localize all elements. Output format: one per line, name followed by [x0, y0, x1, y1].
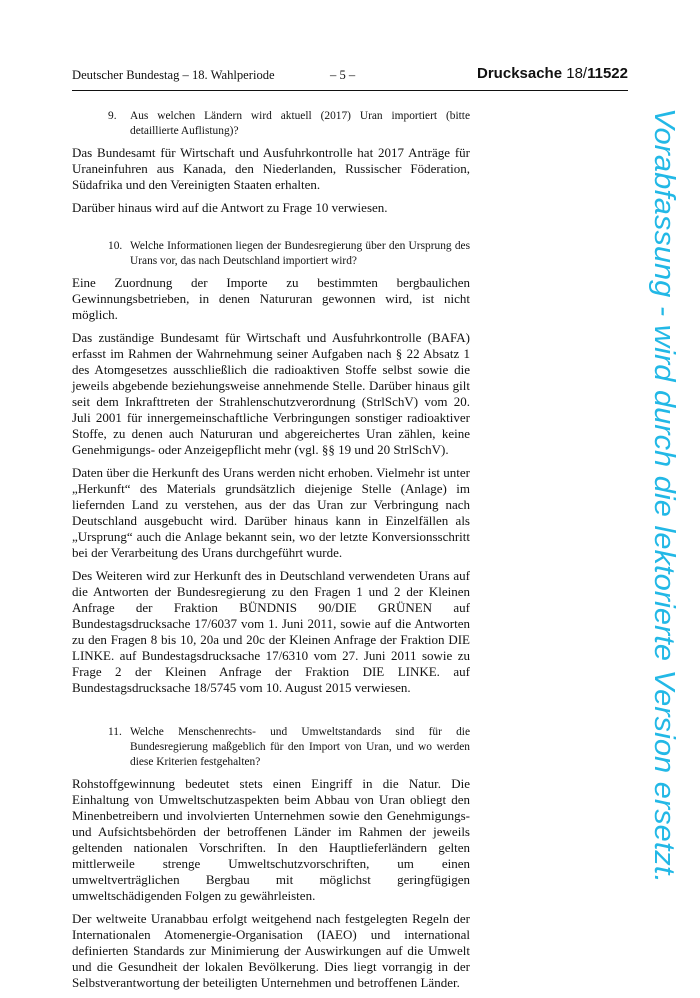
answer-paragraph: Eine Zuordnung der Importe zu bestimmten bergbaulichen Gewinnungsbetrieben, in denen Natururan gewonnen wird, ist nicht möglich. [72, 275, 470, 322]
header-parliament-period: Deutscher Bundestag – 18. Wahlperiode [72, 68, 275, 82]
answer-paragraph: Der weltweite Uranabbau erfolgt weitgehend nach festgelegten Regeln der Internationalen Atomenergie-Organisation (IAEO) und international definierten Standards zur Minimierung der Auswirkungen auf die Umwelt und die Gesundheit der lokalen Bevölkerung. Dies liegt vorrangig in der Selbstverantwortung der beteiligten Unternehmen und betroffenen Länder. [72, 911, 470, 990]
answer-paragraph: Das Bundesamt für Wirtschaft und Ausfuhrkontrolle hat 2017 Anträge für Uraneinfuhren aus Kanada, den Niederlanden, Russischer Föderation, Südafrika und den Vereinigten Staaten erhalten. [72, 145, 470, 192]
header-number: 11522 [587, 65, 628, 82]
answer-paragraph: Rohstoffgewinnung bedeutet stets einen Eingriff in die Natur. Die Einhaltung von Umweltschutzaspekten beim Abbau von Uran obliegt den Minenbetreibern und involvierten Unternehmen sowie den Genehmigungs- und Aufsichtsbehörden der betroffenen Länder im Rahmen der jeweils geltenden nationalen Vorschriften. In den Hauptlieferländern gelten mittlerweile strenge Umweltschutzvorschriften, um einen umweltverträglichen Bergbau mit möglichst geringfügigen umweltschädigenden Folgen zu gewährleisten. [72, 776, 470, 903]
question-10 [72, 239, 470, 269]
answer-paragraph: Darüber hinaus wird auf die Antwort zu Frage 10 verwiesen. [72, 200, 388, 215]
question-text: Welche Informationen liegen der Bundesregierung über den Ursprung des Urans vor, das nach Deutschland importiert wird? [130, 240, 470, 267]
question-text: Welche Menschenrechts- und Umweltstandards sind für die Bundesregierung maßgeblich für den Import von Uran, und wo werden diese Kriterien festgehalten? [130, 726, 470, 768]
question-number: 10. [108, 240, 123, 252]
draft-watermark [637, 108, 689, 883]
answer-paragraph: Des Weiteren wird zur Herkunft des in Deutschland verwendeten Urans auf die Antworten der Bundesregierung zu den Fragen 1 und 2 der Kleinen Anfrage der Fraktion BÜNDNIS 90/DIE GRÜNEN auf Bundestagsdrucksache 17/6037 vom 1. Juni 2011, sowie auf die Antworten zu den Fragen 8 bis 10, 20a und 20c der Kleinen Anfrage der Fraktion DIE LINKE. auf Bundestagsdrucksache 17/6310 vom 27. Juni 2011 sowie zu Frage 2 der Kleinen Anfrage der Fraktion DIE LINKE. auf Bundestagsdrucksache 18/5745 vom 10. August 2015 verwiesen. [72, 568, 470, 695]
header-number-prefix: 18/ [566, 65, 588, 82]
question-number: 11. [108, 726, 122, 738]
question-text: Aus welchen Ländern wird aktuell (2017) Uran importiert (bitte detaillierte Auflistung)? [130, 110, 470, 137]
page-header [72, 65, 628, 91]
header-drucksache-label: Drucksache [477, 65, 563, 82]
question-9 [72, 109, 470, 139]
header-document-number [477, 65, 628, 82]
answer-paragraph: Das zuständige Bundesamt für Wirtschaft und Ausfuhrkontrolle (BAFA) erfasst im Rahmen der Wahrnehmung seiner Aufgaben nach § 22 Absatz 1 des Atomgesetzes ausschließlich die radioaktiven Stoffe selbst sowie die jeweils abgebende beziehungsweise annehmende Stelle. Darüber hinaus gilt seit dem Inkrafttreten der Strahlenschutzverordnung (StrlSchV) vom 20. Juli 2001 für innergemeinschaftliche Verbringungen sonstiger radioaktiver Stoffe, zu denen auch Natururan und abgereichertes Uran zählen, keine Genehmigungs- oder Anzeigepflicht mehr (vgl. §§ 19 und 20 StrlSchV). [72, 330, 470, 457]
question-number: 9. [108, 110, 117, 122]
question-11 [72, 725, 470, 770]
watermark-graphic [637, 108, 689, 883]
header-page-number: – 5 – [330, 68, 356, 82]
document-body [72, 109, 470, 998]
answer-paragraph: Daten über die Herkunft des Urans werden nicht erhoben. Vielmehr ist unter „Herkunft“ des Materials grundsätzlich diejenige Stelle (Anlage) im liefernden Land zu verstehen, aus der das Uran zur Verbringung nach Deutschland ausgebucht wird. Darüber hinaus kann in Einzelfällen als „Ursprung“ auch die Anlage bekannt sein, wo der letzte Konversionsschritt bei der Verarbeitung des Urans durchgeführt wurde. [72, 465, 470, 560]
watermark-text: Vorabfassung - wird durch die lektorierte Version ersetzt. [648, 108, 680, 837]
